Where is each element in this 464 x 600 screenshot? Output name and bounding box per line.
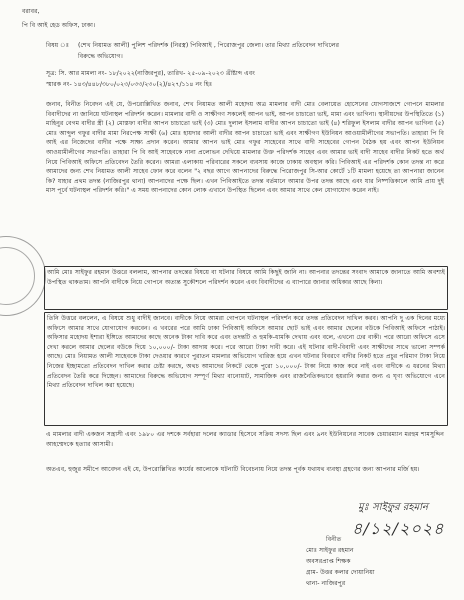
paragraph-allegation: তিনি উত্তরে বললেন, এ বিষয়ে শুধু বাদীই জানবে। বাদীকে নিয়ে আমরা গোপনে ঘটনাস্থল পরিদর্শন করে তদন্ত প্রতিবেদন দাখিল করব। আপনি দু এক দিনের মধ্যে অফিসে আমার সাথে যোগাযোগ করবেন। এ খবরের পরে আমি ঢাকা পিবিআই অফিসে আমার ছোট ভাই এবং আমার ছেলের বউকে পিবিআই অফিসে পাঠাই। অফিসার মহোদয় ইশারা ইঙ্গিতে আমাদের কাছে অনেক টাকা দাবি করে এবং তদন্তটি ও হুমকি-ধামকি দেখায় এবং বলে, এখনো ঢের বাকী। পরে আরো অফিসে এসে দেখা করলে আমার ছেলের বউকে দিয়ে ১০,০০০/- টাকা আদায় করে। পরে আরো টাকা দাবী করে। এই ঘটনার বাদী-বিবাদী এবং সাক্ষীদের সাথে ভালো সম্পর্ক আছে। মোঃ নিয়ামত আলী সাহেবকে টাকা দেওয়ার কারণে পুরাতন মামলার অভিযোগ খারিজ হয়ে এখন ঘটনার বিবরণে বাদীর নিকট হতে প্রচুর পরিমাণ টাকা নিয়ে নিজের ইচ্ছামতো প্রতিবেদন দাখিল করার চেষ্টা করছে, অথচ আমাদের নিকটে থেকে পুরো ১০,০০০/- টাকা নিয়ে কাজ করে নাই এবং বাদীকে এ ধরনের মিথ্যা প্রতিবেদন তৈরি করে দিচ্ছেন। আমাদের বিরুদ্ধে অভিযোগ সম্পূর্ণ মিথ্যা বানোয়াট, সামাজিক এবং রাজনৈতিকভাবে হয়রানি করার জন্য এ ঘৃণ্য অভিযোগে এনে মিথ্যা প্রতিবেদন দাখিল করা হয়েছে। xyxy=(44,312,448,426)
reference-line-2: স্মারক নং- ১৪৩/৪৪৮/৩৮০/০২৩/০৩৩/২৩০(২)/৪২৭/১১৪ নং হিঃ xyxy=(46,81,213,88)
paragraph-background: এ মামলার বাদী একজন সন্ত্রাসী এবং ১৯৮০ এর দশকে সর্বহারা দলের ক্যাডার হিসেবে সক্রিয় সদস্য ছিল এবং ৯নং ইউনিয়নের সাবেক চেয়ারম্যান মরহুম শামসুদ্দিন আহম্মেদকে হত্যার আসামী। xyxy=(46,431,444,448)
signer-thana: থানা- নাজিরপুর xyxy=(306,580,346,587)
reference-line-1: সূত্র: সি. আর মামলা নং- ১৮/২০২২(নাজিরপুর), তারিখ- ২৫-০৯-২০২৩ খ্রীষ্টাব্দ এবং xyxy=(46,70,255,77)
paragraph-request: অতএব, হুজুর সমীপে আবেদন এই যে, উপরোল্লিখিত কার্যের আলোকে ঘটনাটি বিবেচনায় নিয়ে তদন্ত পূর্বক যথাযথ ব্যবস্থা গ্রহণের জন্য আপনার মর্জি হয়। xyxy=(46,466,420,473)
signer-title: অবসরপ্রাপ্ত শিক্ষক xyxy=(306,558,351,565)
recipient-label: বরাবর, xyxy=(22,8,40,15)
signer-name: মোঃ সাইফুর রহমান xyxy=(306,547,354,554)
subject-label: বিষয় ঃ xyxy=(46,42,70,49)
recipient-office: পি বি আই হেড অফিস, ঢাকা। xyxy=(22,22,96,29)
closing-word: বিনীত xyxy=(326,536,342,543)
paragraph-response: আমি মোঃ সাইফুর রহমান উত্তরে বললাম, আপনার তদন্তের বিষয়ে বা ঘটনার বিষয়ে আমি কিছুই জানি না। আপনার তদন্তের সংবাদ আমাকে জানাতে আমি অবশ্যই উপস্থিত থাকতাম। আপনি বাদীকে নিয়ে গোপনে অত্যন্ত সুকৌশলে পরিদর্শন করেন এবং বিবাদীদের এ ব্যাপারে জানার অধিকার আছে কিনা। xyxy=(44,266,448,310)
signer-village: গ্রাম- উত্তর কলার দোয়ানিয়া xyxy=(306,569,375,576)
paragraph-main: জনাব, বিনীত নিবেদন এই যে, উপরোল্লিখিত জনাব, শেখ নিয়ামত আলী মহোদয় অত্র মামলার বাদী মোঃ বেলায়েত হোসেনের যোগসাজশে গোপনে মামলার বিবাদীদের না জানিয়ে ঘটনাস্থল পরিদর্শন করেন। মামলার বাদী ও সাক্ষীগণ সকলেই আপন ভাই, আপন চাচাতো ভাই, মামা এবং ভাগিনা। স্থানীয়দের উপস্থিতিতে (১) মাহিনুর বেগম বাদীর স্ত্রী (২) মোস্তফা বাদীর আপন চাচাতো ভাই (৩) মোঃ দুলাল ইসলাম বাদীর আপন চাচাতো ভাই (৪) শরিফুল ইসলাম বাদীর আপন ভাগিনা (৫) মোঃ আব্দুল গফুর বাদীর মামা নিরপেক্ষ সাক্ষী (৬) মোঃ হায়দার আলী বাদীর আপন চাচাতো ভাই এবং সাক্ষীগণ ইউনিয়ন আওয়ামীলীগের সভাপতি। তাহারা পি বি আই এর নিজেদের বাদীর পক্ষে সাক্ষ্য প্রদান করেন। আমার আপন ভাই মোঃ গফুর সাহেবের সাথে বাদী সাহেবের গোপন বৈঠক হয় এবং আপন ইউনিয়ন আওয়ামীলীগের সভাপতি। তাহারা পি বি আই সাহেবকে নানা প্রলোভন দেখিয়ে মামলার উক্ত পরিদর্শক সাহেব এবং আমার ভাই বাদী সাহেব বাদীর নিকট হতে অর্থ নিয়ে পিবিআই অফিসে প্রতিবেদন তৈরি করেন। আমরা এলাকায় পরিবারের সকলে ব্যবসায় কাজে ঢাকায় অবস্থান করি। পিবিআই এর পরিদর্শক কোন তদন্ত না করে আমাদের জন্য শেখ নিয়ামত আলী সাহেব ফোন করে বলেন "২ বছর আগে আপনাদের বিরুদ্ধে পিরোজপুর সি-আর কোর্টে ১টি মামলা হয়েছে তা আপনারা জানেন কি? যাহার প্রথম তদন্ত (নাজিরপুর থানা) আপনাদের পক্ষে ছিল। এখন পিবিআইতে তদন্ত বর্তমানে আমার উপর তদন্ত আছে এবং যার নিষ্পত্তিকালে আমি প্রায় দুই মাস পূর্বে ঘটনাস্থল পরিদর্শন করি।" এ সময় আপনাদের কোন লোক এখানে উপস্থিত ছিলেন এবং আমার সাথে কেন যোগাযোগ করেন নাই। xyxy=(46,101,444,195)
subject-line-1: (শেখ নিয়ামত আলী) পুলিশ পরিদর্শক (নিরস্ত্র) পিবিআই , পিরোজপুর জেলা। তার মিথ্যা প্রতিবেদন দাখিলের xyxy=(78,42,339,49)
handwritten-date: ৪/১২/২০২৪ xyxy=(352,519,445,538)
office-receipt-stamp xyxy=(0,236,46,316)
handwritten-signature: মুঃ সাইফুর রহমান xyxy=(358,502,428,513)
subject-line-2: বিরুদ্ধে অভিযোগ। xyxy=(78,53,123,60)
